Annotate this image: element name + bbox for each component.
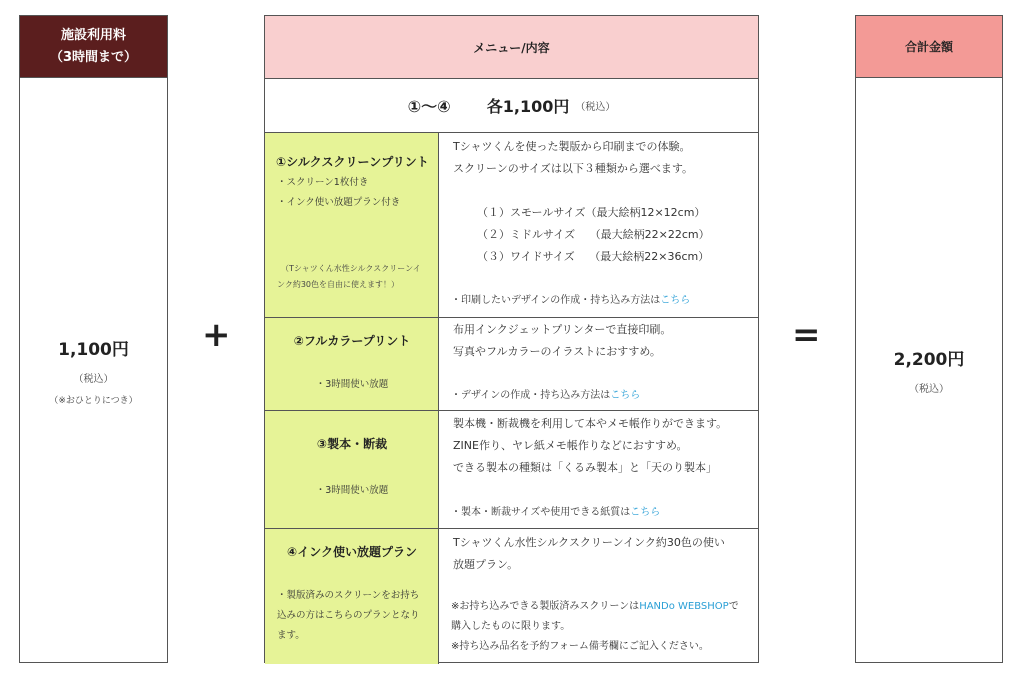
option-description-ink-plan (439, 529, 758, 664)
option-detail: ・3時間使い放題 (315, 485, 389, 496)
description-line: スクリーンのサイズは以下３種類から選べます。 (453, 162, 694, 175)
option-detail: ・3時間使い放題 (315, 379, 389, 390)
menu-price-row (265, 79, 758, 133)
menu-row-ink-plan (265, 529, 758, 664)
menu-price-each: 各1,100円 (486, 97, 570, 116)
facility-fee-column (19, 15, 168, 663)
plus-sign: + (202, 315, 231, 355)
facility-fee-duration: （3時間まで） (49, 49, 138, 65)
menu-price-tax: （税込） (575, 102, 616, 113)
screen-size-small: （１）スモールサイズ（最大絵柄12×12cm） (477, 206, 706, 219)
description-line: Tシャツくん水性シルクスクリーンインク約30色の使い (453, 536, 725, 549)
option-title: ②フルカラープリント (293, 334, 411, 348)
option-detail: ・スクリーン1枚付き (277, 177, 369, 188)
facility-fee-header (20, 16, 167, 78)
option-cell-ink-plan (265, 529, 439, 664)
ink-plan-note-text: ※お持ち込みできる製版済みスクリーンは (451, 601, 640, 612)
option-detail: 込みの方はこちらのプランとなり (277, 610, 420, 621)
description-line: できる製本の種類は「くるみ製本」と「天のり製本」 (453, 461, 717, 474)
equals-sign: = (792, 315, 821, 355)
option-cell-silkscreen (265, 133, 439, 317)
option-title: ④インク使い放題プラン (287, 545, 417, 559)
design-guide-link[interactable]: こちら (660, 295, 691, 306)
option-detail: ます。 (277, 630, 305, 641)
ink-plan-note-text: で (728, 601, 739, 612)
ink-plan-note-line3: ※持ち込み品名を予約フォーム備考欄にご記入ください。 (451, 641, 709, 652)
facility-fee-price: 1,100円 (58, 339, 129, 360)
screen-size-wide: （３）ワイドサイズ （最大絵柄22×36cm） (477, 250, 710, 263)
option-title: ①シルクスクリーンプリント (276, 155, 429, 169)
option-fine-print: （Tシャツくん水性シルクスクリーンイ (281, 264, 421, 273)
option-cell-fullcolor (265, 318, 439, 410)
menu-row-binding (265, 411, 758, 529)
facility-fee-body (20, 78, 167, 662)
total-column (855, 15, 1003, 663)
description-line: 布用インクジェットプリンターで直接印刷。 (453, 323, 672, 336)
design-guide-note (451, 290, 690, 312)
description-line: ZINE作り、ヤレ紙メモ帳作りなどにおすすめ。 (453, 439, 688, 452)
menu-table-header: メニュー/内容 (265, 16, 758, 79)
option-fine-print: ンク約30色を自由に使えます！） (277, 280, 400, 289)
binding-guide-link[interactable]: こちら (630, 507, 661, 518)
binding-guide-text: ・製本・断裁サイズや使用できる紙質は (451, 507, 631, 518)
screen-size-middle: （２）ミドルサイズ （最大絵柄22×22cm） (477, 228, 710, 241)
design-guide-note (451, 385, 640, 407)
design-guide-text: ・デザインの作成・持ち込み方法は (451, 390, 611, 401)
ink-plan-note-line2: 購入したものに限ります。 (451, 621, 571, 632)
option-detail: ・インク使い放題プラン付き (277, 197, 401, 208)
binding-guide-note (451, 502, 660, 524)
option-title: ③製本・断裁 (316, 437, 388, 451)
option-description-binding (439, 411, 758, 528)
description-line: 製本機・断裁機を利用して本やメモ帳作りができます。 (453, 417, 728, 430)
design-guide-text: ・印刷したいデザインの作成・持ち込み方法は (451, 295, 661, 306)
menu-row-silkscreen (265, 133, 758, 318)
facility-fee-tax: （税込） (73, 373, 114, 385)
webshop-link[interactable]: HANDo WEBSHOP (639, 601, 729, 612)
menu-row-fullcolor (265, 318, 758, 411)
total-tax: （税込） (909, 384, 949, 395)
total-price: 2,200円 (893, 350, 965, 370)
menu-table (264, 15, 759, 663)
option-detail: ・製版済みのスクリーンをお持ち (277, 590, 420, 601)
total-header: 合計金額 (856, 16, 1002, 78)
facility-fee-title: 施設利用料 (60, 27, 126, 43)
option-description-silkscreen (439, 133, 758, 317)
description-line: 写真やフルカラーのイラストにおすすめ。 (453, 345, 661, 358)
design-guide-link[interactable]: こちら (610, 390, 641, 401)
ink-plan-note (451, 598, 739, 616)
facility-fee-note: （※おひとりにつき） (49, 395, 138, 406)
option-cell-binding (265, 411, 439, 528)
description-line: 放題プラン。 (453, 558, 519, 571)
menu-price-range: ①〜④ (407, 97, 451, 116)
total-body (856, 78, 1002, 662)
description-line: Tシャツくんを使った製版から印刷までの体験。 (453, 140, 691, 153)
option-description-fullcolor (439, 318, 758, 410)
